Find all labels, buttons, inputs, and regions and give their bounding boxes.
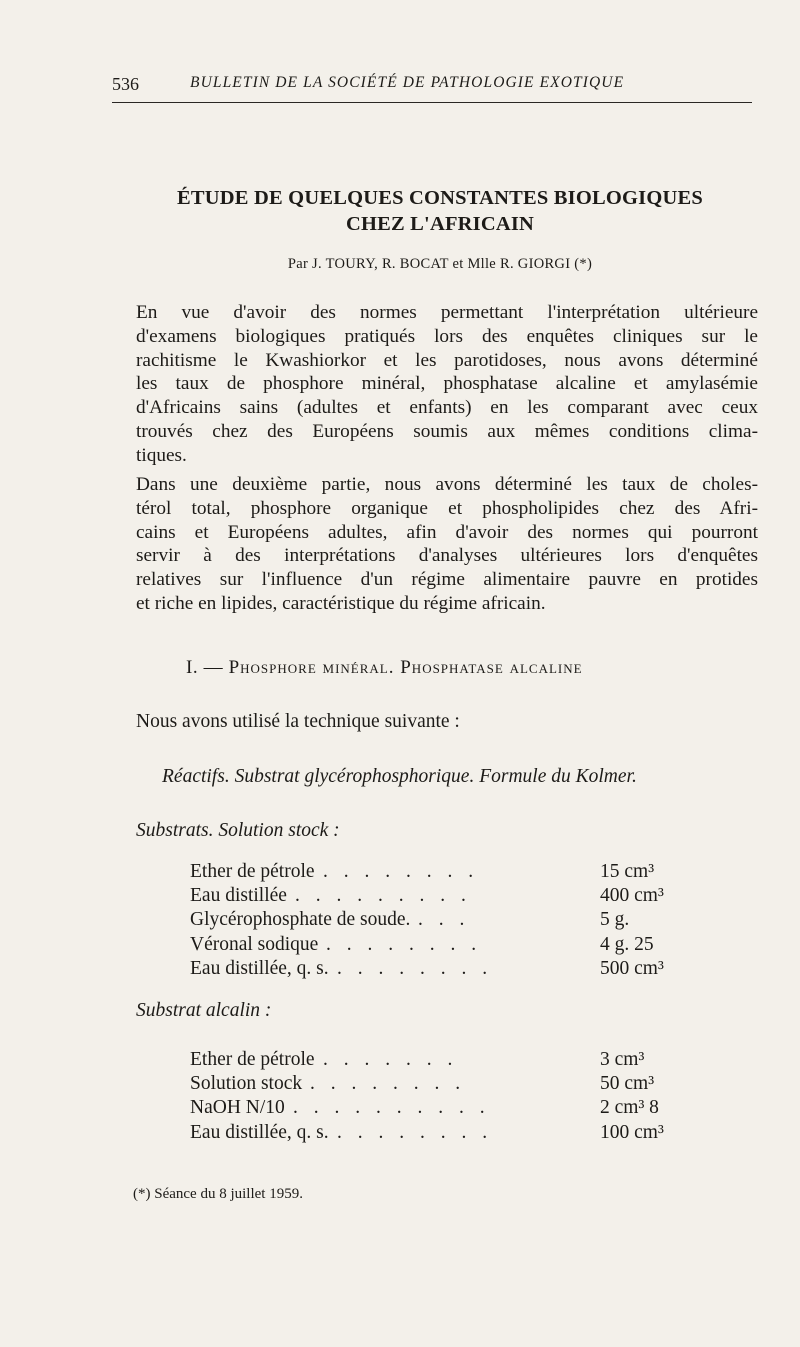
reagent-row: [190, 861, 710, 885]
reagent-name: Eau distillée, q. s.: [190, 957, 329, 979]
reagent-quantity: 5 g.: [600, 909, 630, 931]
page-number: 536: [112, 74, 139, 94]
reagent-row: [190, 1049, 710, 1073]
text-line: trouvés chez des Européens soumis aux mêmes conditions clima-: [136, 420, 758, 442]
stock-solution-heading: Substrats. Solution stock :: [136, 820, 340, 841]
leader-dots: . . . . . . . . . .: [293, 1097, 491, 1119]
leader-dots: . . . . . . .: [323, 1049, 458, 1070]
reagent-name: Eau distillée, q. s.: [190, 1121, 329, 1143]
footnote: (*) Séance du 8 juillet 1959.: [133, 1186, 303, 1202]
reagent-quantity: 500 cm³: [600, 957, 664, 979]
reagent-name: NaOH N/10: [190, 1097, 285, 1119]
leader-dots: . . .: [418, 909, 470, 931]
reagent-name: Ether de pétrole: [190, 1049, 315, 1070]
reagent-quantity: 4 g. 25: [600, 933, 654, 955]
text-line: relatives sur l'influence d'un régime alimentaire pauvre en protides: [136, 569, 758, 591]
text-line: cains et Européens adultes, afin d'avoir des normes qui pourront: [136, 521, 758, 543]
text-line: En vue d'avoir des normes permettant l'interprétation ultérieure: [136, 302, 758, 323]
reactifs-line: Réactifs. Substrat glycérophosphorique. Formule du Kolmer.: [162, 766, 637, 787]
leader-dots: . . . . . . . .: [326, 933, 482, 955]
reagent-quantity: 15 cm³: [600, 861, 655, 882]
paragraph-1: [136, 301, 758, 468]
text-line: les taux de phosphore minéral, phosphatase alcaline et amylasémie: [136, 373, 758, 395]
reagent-name: Eau distillée: [190, 885, 287, 907]
leader-dots: . . . . . . . .: [337, 957, 493, 979]
reagent-quantity: 3 cm³: [600, 1049, 645, 1070]
reagent-quantity: 2 cm³ 8: [600, 1097, 659, 1119]
text-line: rachitisme le Kwashiorkor et les parotidoses, nous avons déterminé: [136, 349, 758, 371]
text-line: d'Africains sains (adultes et enfants) en les comparant avec ceux: [136, 397, 758, 419]
section-title: Phosphore minéral. Phosphatase alcaline: [228, 657, 583, 678]
text-line: d'examens biologiques pratiqués lors des enquêtes cliniques sur le: [136, 325, 758, 347]
leader-dots: . . . . . . . . .: [295, 885, 472, 907]
reagent-quantity: 50 cm³: [600, 1073, 655, 1095]
text-line: et riche en lipides, caractéristique du régime africain.: [136, 592, 546, 614]
text-line: Dans une deuxième partie, nous avons déterminé les taux de choles-: [136, 474, 758, 495]
reagent-quantity: 400 cm³: [600, 885, 664, 907]
reagent-row: [190, 909, 710, 933]
section-heading: [186, 657, 583, 679]
leader-dots: . . . . . . . .: [310, 1073, 466, 1095]
text-line: térol total, phosphore organique et phospholipides chez des Afri-: [136, 497, 758, 519]
reagent-name: Ether de pétrole: [190, 861, 315, 882]
reagent-row: [190, 1122, 710, 1146]
leader-dots: . . . . . . . .: [323, 861, 479, 882]
article-title-line-1: ÉTUDE DE QUELQUES CONSTANTES BIOLOGIQUES: [177, 187, 703, 209]
reagent-name: Véronal sodique: [190, 933, 319, 955]
reagent-row: [190, 958, 710, 982]
reagent-row: [190, 1073, 710, 1097]
leader-dots: . . . . . . . .: [337, 1121, 493, 1143]
reagent-row: [190, 934, 710, 958]
technique-intro: Nous avons utilisé la technique suivante :: [136, 711, 460, 732]
reagent-name: Solution stock: [190, 1073, 303, 1095]
article-title-line-2: CHEZ L'AFRICAIN: [345, 213, 535, 235]
article-authors: Par J. TOURY, R. BOCAT et Mlle R. GIORGI (*): [287, 256, 593, 272]
section-numeral: I. —: [186, 657, 229, 678]
reagent-quantity: 100 cm³: [600, 1121, 664, 1143]
text-line: tiques.: [136, 444, 187, 466]
journal-title: BULLETIN DE LA SOCIÉTÉ DE PATHOLOGIE EXOTIQUE: [190, 74, 625, 91]
paragraph-2: [136, 473, 758, 616]
article-title: [110, 185, 770, 237]
reagent-row: [190, 885, 710, 909]
text-line: servir à des interprétations d'analyses ultérieures lors d'enquêtes: [136, 545, 758, 567]
reagent-name: Glycérophosphate de soude.: [190, 909, 411, 931]
reagent-row: [190, 1097, 710, 1121]
alkaline-substrate-heading: Substrat alcalin :: [136, 1000, 272, 1021]
running-header: [112, 72, 752, 103]
